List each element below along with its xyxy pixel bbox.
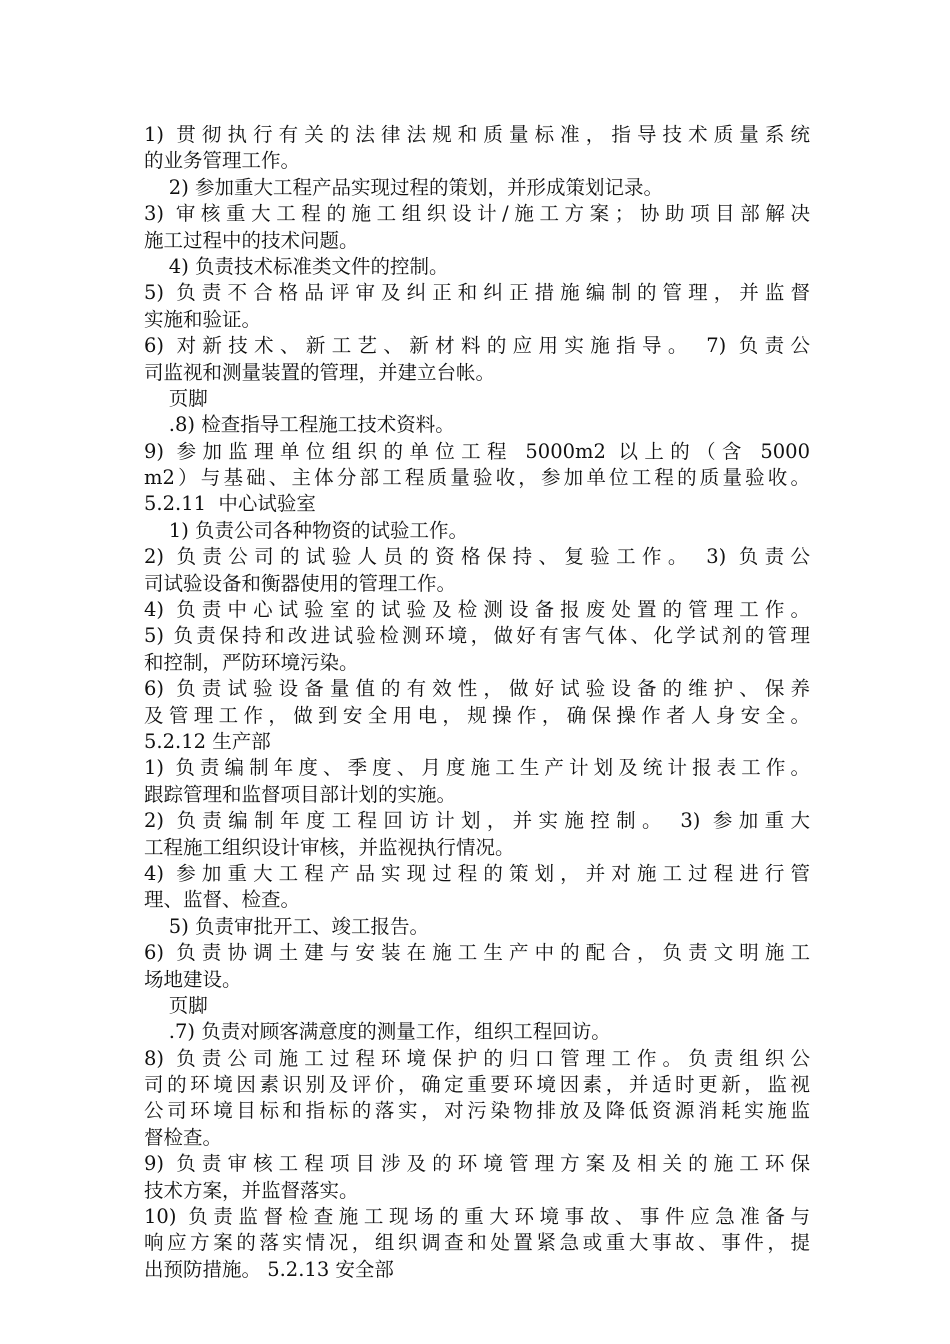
text-line: 1) 贯彻执行有关的法律法规和质量标准，指导技术质量系统 [144, 123, 810, 146]
text-line: 司监视和测量装置的管理，并建立台帐。 [144, 360, 496, 384]
text-line: m2）与基础、主体分部工程质量验收，参加单位工程的质量验收。 [144, 466, 810, 490]
text-line: 司试验设备和衡器使用的管理工作。 [144, 571, 457, 595]
text-line: 8) 负责公司施工过程环境保护的归口管理工作。负责组织公 [144, 1046, 810, 1070]
text-line: 及管理工作，做到安全用电，规操作，确保操作者人身安全。 [144, 703, 810, 727]
text-line: 技术方案，并监督落实。 [144, 1178, 359, 1202]
text-line: 督检查。 [144, 1125, 223, 1149]
text-line: 出预防措施。 5.2.13 安全部 [144, 1257, 394, 1281]
text-line: 3) 审核重大工程的施工组织设计/施工方案；协助项目部解决 [144, 202, 810, 226]
text-line: 实施和验证。 [144, 307, 262, 331]
text-line: 1) 负责编制年度、季度、月度施工生产计划及统计报表工作。 [144, 756, 810, 780]
text-line: 公司环境目标和指标的落实，对污染物排放及降低资源消耗实施监 [144, 1099, 810, 1123]
text-line: 的业务管理工作。 [144, 149, 301, 173]
document-body [144, 122, 810, 1283]
text-line: 10) 负责监督检查施工现场的重大环境事故、事件应急准备与 [144, 1205, 810, 1229]
text-line: 5) 负责不合格品评审及纠正和纠正措施编制的管理，并监督 [144, 281, 810, 305]
text-line: 司的环境因素识别及评价，确定重要环境因素，并适时更新，监视 [144, 1073, 810, 1097]
text-line: .8) 检查指导工程施工技术资料。 [144, 413, 455, 437]
text-line: 响应方案的落实情况，组织调查和处置紧急或重大事故、事件，提 [144, 1231, 810, 1255]
text-line: 施工过程中的技术问题。 [144, 228, 359, 252]
text-line: 4) 负责技术标准类文件的控制。 [144, 254, 449, 278]
text-line: 跟踪管理和监督项目部计划的实施。 [144, 782, 457, 806]
text-line: 6) 负责协调土建与安装在施工生产中的配合，负责文明施工 [144, 941, 810, 965]
text-line: 2) 负责编制年度工程回访计划，并实施控制。 3) 参加重大 [144, 809, 810, 833]
text-line: 1) 负责公司各种物资的试验工作。 [144, 518, 469, 542]
text-line: 9) 参加监理单位组织的单位工程 5000m2 以上的（含 5000 [144, 439, 810, 463]
footer-label: 页脚 [144, 993, 208, 1017]
text-line: 4) 参加重大工程产品实现过程的策划，并对施工过程进行管 [144, 861, 810, 885]
section-heading: 5.2.12 生产部 [144, 729, 271, 753]
text-line: 6) 对新技术、新工艺、新材料的应用实施指导。 7) 负责公 [144, 334, 810, 358]
text-line: 6) 负责试验设备量值的有效性，做好试验设备的维护、保养 [144, 677, 810, 701]
text-line: 工程施工组织设计审核，并监视执行情况。 [144, 835, 515, 859]
text-line: 2) 负责公司的试验人员的资格保持、复验工作。 3) 负责公 [144, 545, 810, 569]
text-line: .7) 负责对顾客满意度的测量工作，组织工程回访。 [144, 1020, 611, 1044]
text-line: 5) 负责审批开工、竣工报告。 [144, 914, 430, 938]
text-line: 9) 负责审核工程项目涉及的环境管理方案及相关的施工环保 [144, 1152, 810, 1176]
text-line: 2) 参加重大工程产品实现过程的策划，并形成策划记录。 [144, 175, 664, 199]
footer-label: 页脚 [144, 386, 208, 410]
text-line: 4) 负责中心试验室的试验及检测设备报废处置的管理工作。 [144, 598, 810, 622]
section-heading: 5.2.11 中心试验室 [144, 492, 316, 516]
text-line: 5) 负责保持和改进试验检测环境，做好有害气体、化学试剂的管理 [144, 624, 810, 648]
text-line: 理、监督、检查。 [144, 888, 301, 912]
text-line: 和控制，严防环境污染。 [144, 650, 359, 674]
text-line: 场地建设。 [144, 967, 242, 991]
